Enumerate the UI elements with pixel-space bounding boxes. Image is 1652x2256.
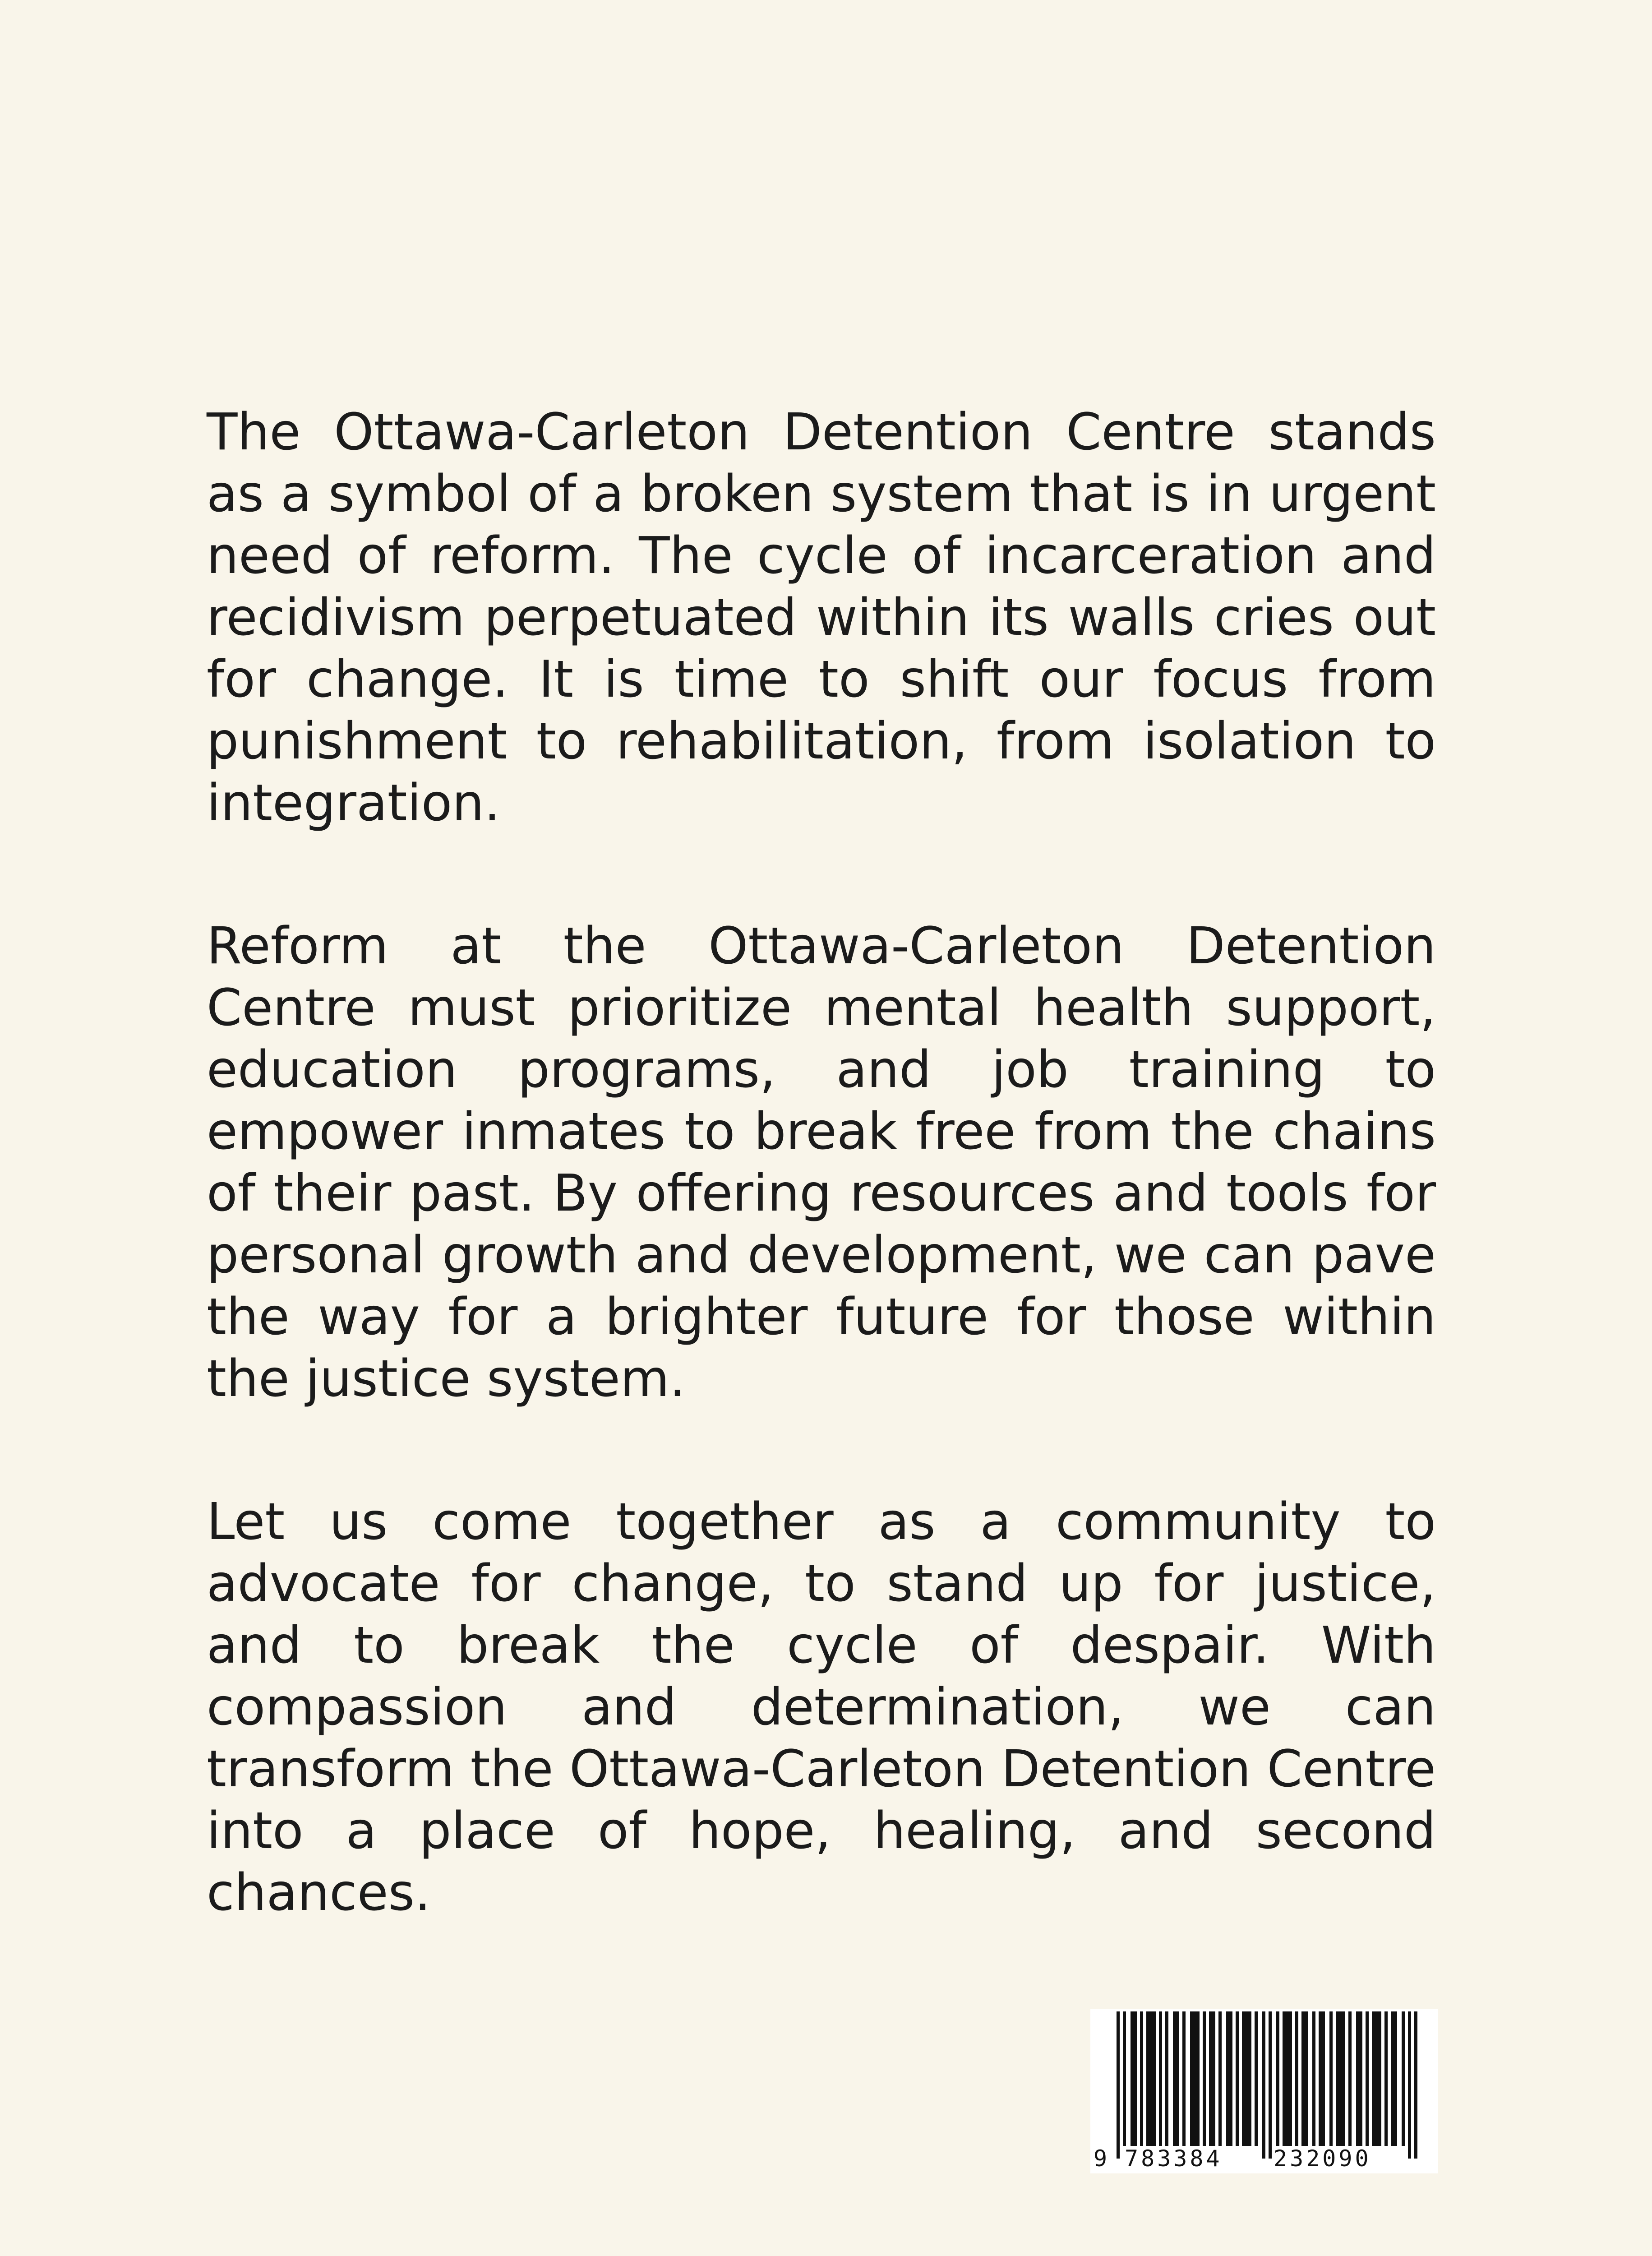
barcode-lead-digit: 9: [1092, 2146, 1109, 2171]
blurb-paragraph-3: Let us come together as a community to advocate for change, to stand up for justice, and to break the cycle of despair. With compassion and determination, we can transform the Ottawa-Carleton Detention Centre into a place of hope, healing, and second chances.: [207, 1493, 1436, 1922]
isbn-barcode: [1090, 2009, 1438, 2173]
back-cover-blurb: [207, 402, 1436, 2005]
barcode-right-digits: 232090: [1272, 2146, 1373, 2171]
barcode-left-digits: 783384: [1123, 2146, 1224, 2171]
blurb-paragraph-1: The Ottawa-Carleton Detention Centre stands as a symbol of a broken system that is in urgent need of reform. The cycle of incarceration and recidivism perpetuated within its walls cries out for change. It is time to shift our focus from punishment to rehabilitation, from isolation to integration.: [207, 403, 1436, 832]
blurb-paragraph-2: Reform at the Ottawa-Carleton Detention Centre must prioritize mental health support, education programs, and job training to empower inmates to break free from the chains of their past. By offering resources and tools for personal growth and development, we can pave the way for a brighter future for those within the justice system.: [207, 917, 1436, 1408]
